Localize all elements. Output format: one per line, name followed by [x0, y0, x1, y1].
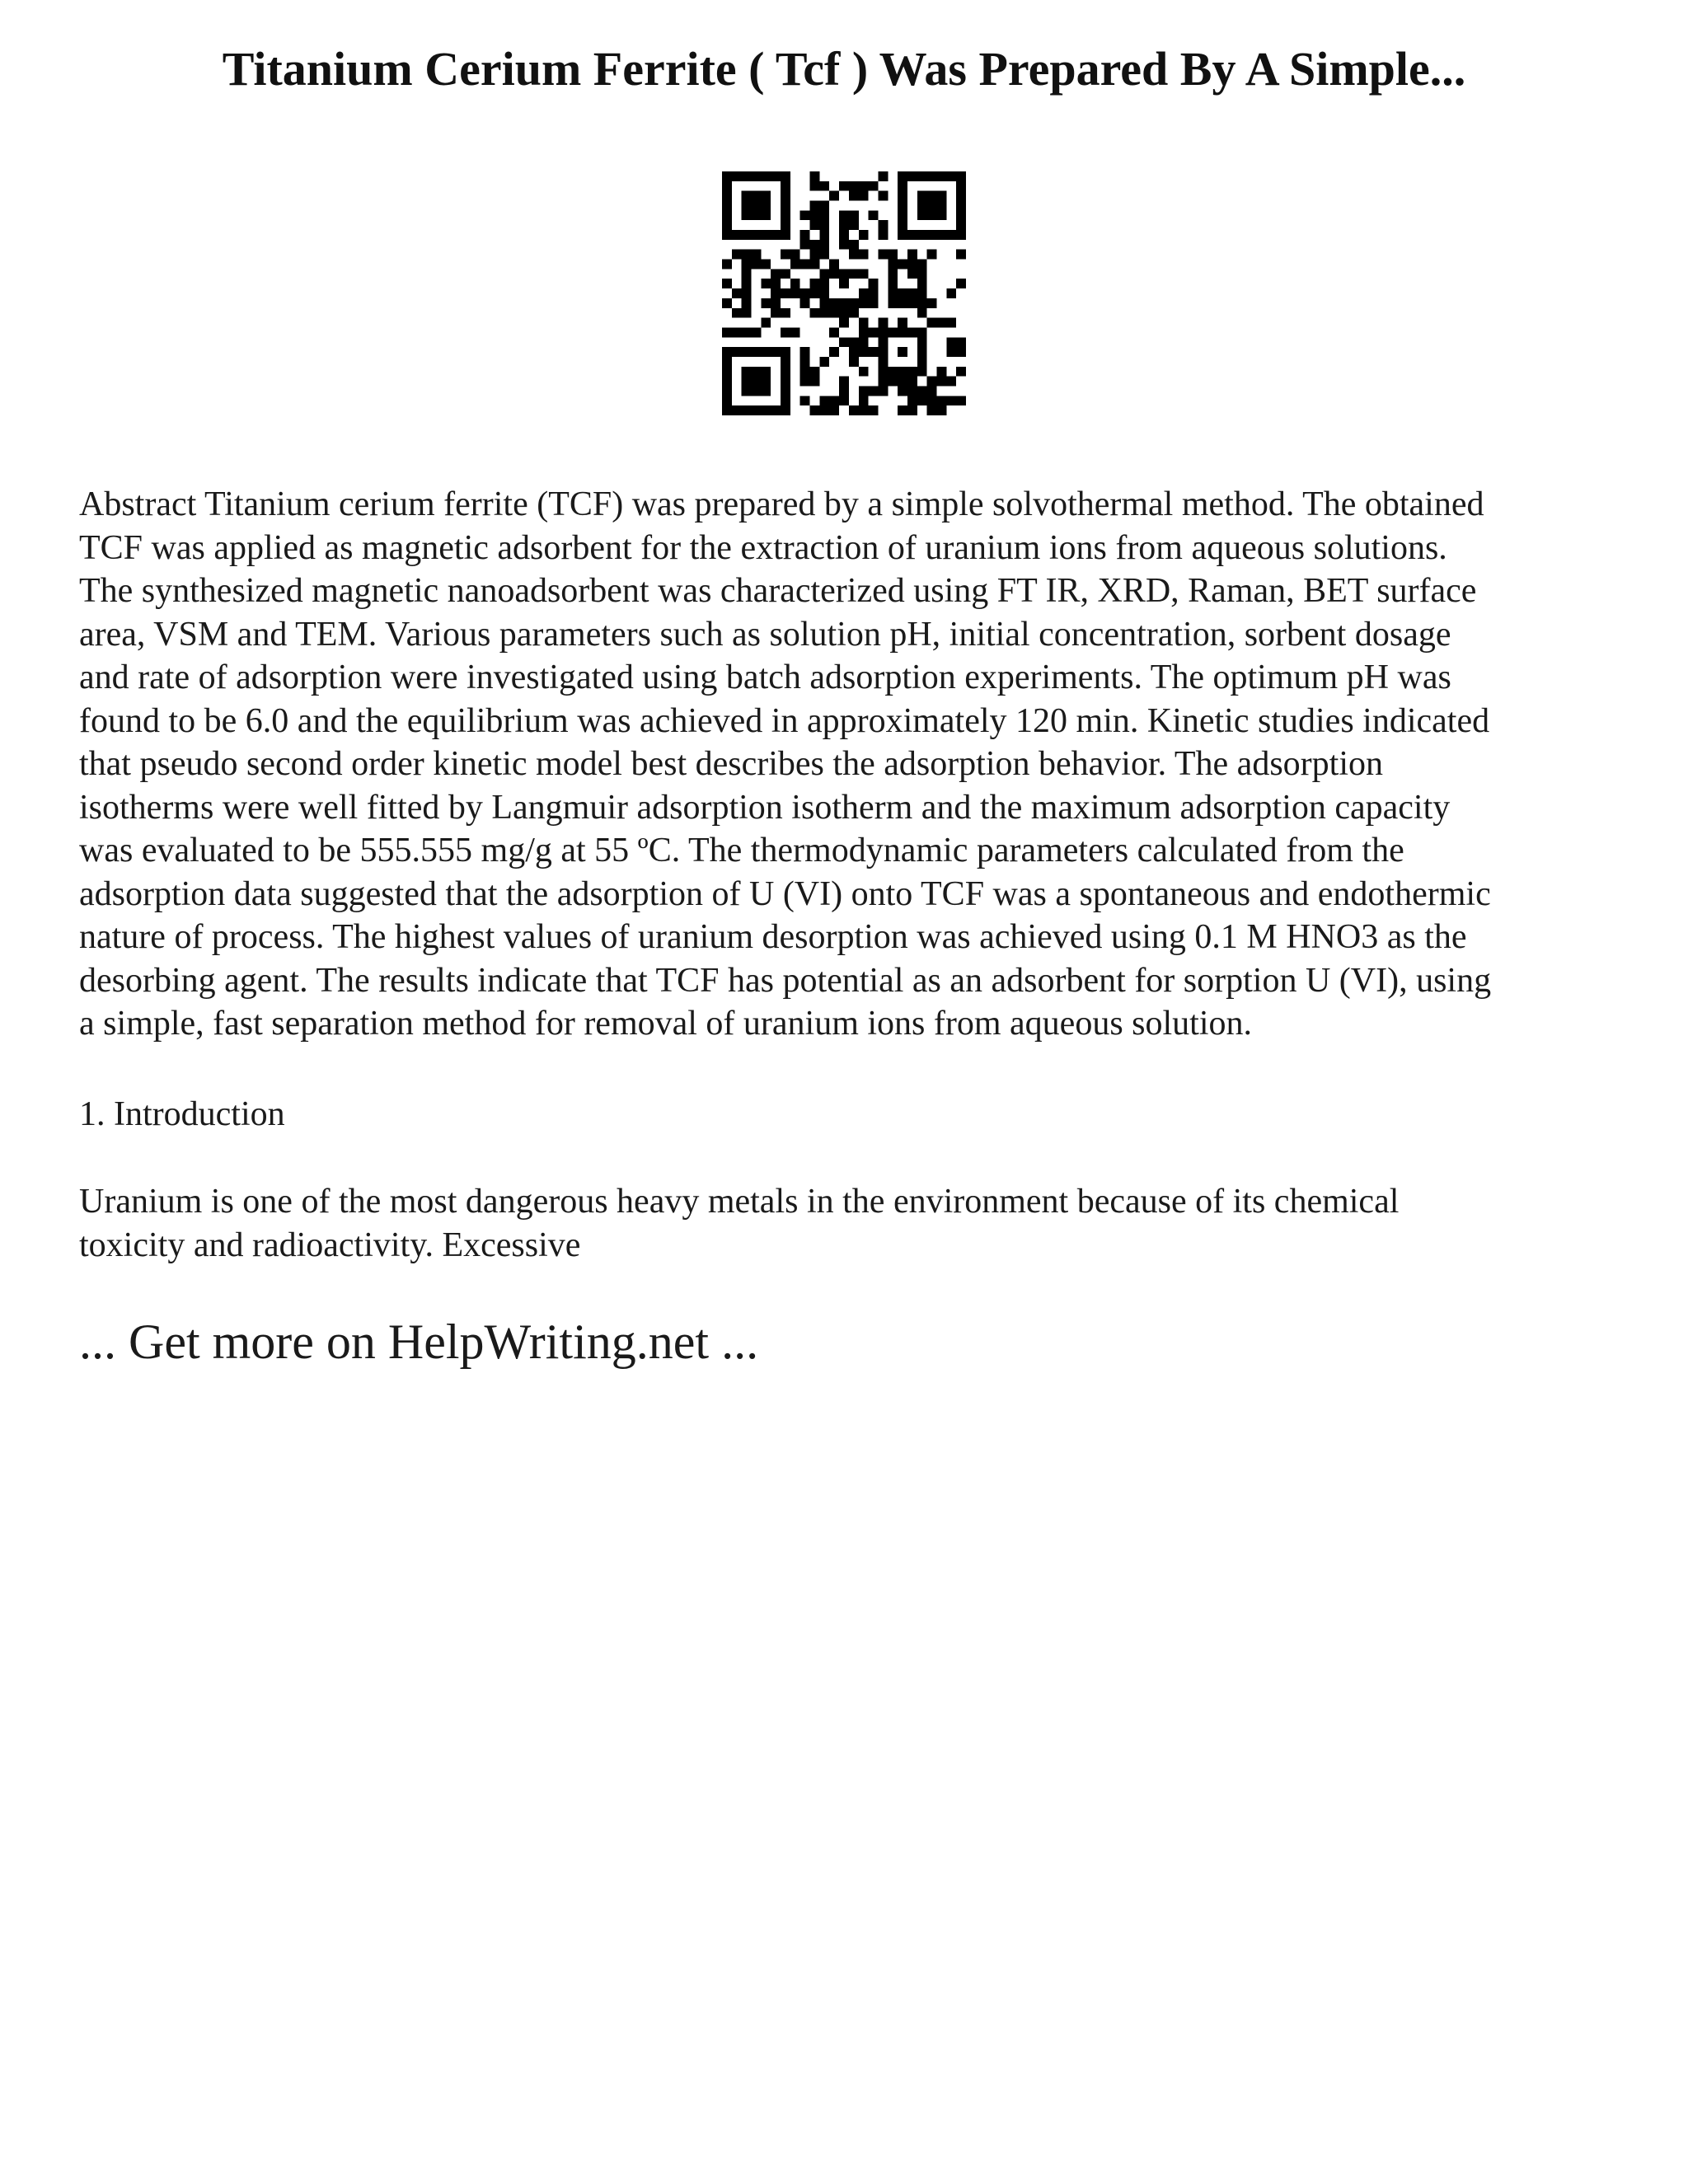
document-title: Titanium Cerium Ferrite ( Tcf ) Was Prepared By A Simple...	[222, 42, 1466, 96]
introduction-paragraph: Uranium is one of the most dangerous heavy metals in the environment because of its chemical toxicity and radioactivity. Excessive	[79, 1183, 1400, 1264]
section-heading-introduction: 1. Introduction	[79, 1095, 285, 1133]
get-more-link[interactable]: ... Get more on HelpWriting.net ...	[79, 1315, 759, 1369]
qr-code-icon	[722, 171, 966, 415]
abstract-paragraph: Abstract Titanium cerium ferrite (TCF) was prepared by a simple solvothermal method. The obtained TCF was applied as magnetic adsorbent for the extraction of uranium ions from aqueous solutions. The synthesized magnetic nanoadsorbent was characterized using FT IR, XRD, Raman, BET surface area, VSM and TEM. Various parameters such as solution pH, initial concentration, sorbent dosage and rate of adsorption were investigated using batch adsorption experiments. The optimum pH was found to be 6.0 and the equilibrium was achieved in approximately 120 min. Kinetic studies indicated that pseudo second order kinetic model best describes the adsorption behavior. The adsorption isotherms were well fitted by Langmuir adsorption isotherm and the maximum adsorption capacity was evaluated to be 555.555 mg/g at 55 ºC. The thermodynamic parameters calculated from the adsorption data suggested that the adsorption of U (VI) onto TCF was a spontaneous and endothermic nature of process. The highest values of uranium desorption was achieved using 0.1 M HNO3 as the desorbing agent. The results indicate that TCF has potential as an adsorbent for sorption U (VI), using a simple, fast separation method for removal of uranium ions from aqueous solution.	[79, 485, 1492, 1043]
